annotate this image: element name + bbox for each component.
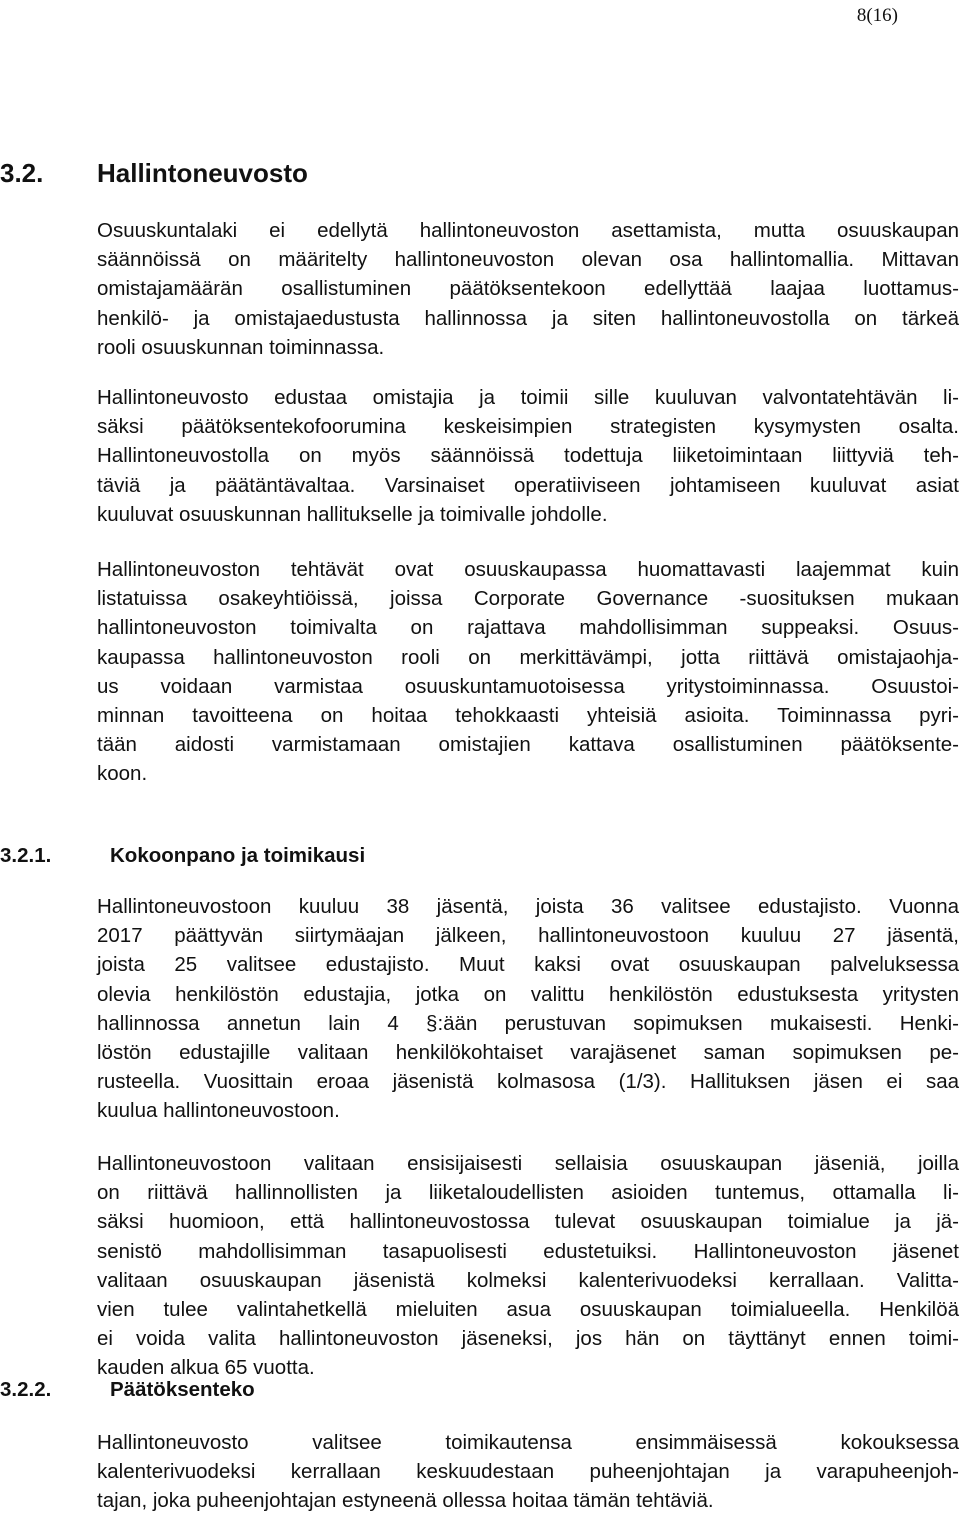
paragraph: [97, 555, 959, 789]
text-line: henkilö- ja omistajaedustusta hallinnossa ja siten hallintoneuvostolla on tärkeä: [97, 306, 959, 330]
paragraph: [97, 1428, 959, 1516]
text-line: listatuissa osakeyhtiöissä, joissa Corporate Governance -suosituksen mukaan: [97, 587, 959, 611]
text-line: Osuuskuntalaki ei edellytä hallintoneuvoston asettamista, mutta osuuskaupan: [97, 219, 959, 242]
text-line: koon.: [97, 762, 148, 786]
text-line: on riittävä hallinnollisten ja liiketaloudellisten asioiden tuntemus, ottamalla li-: [97, 1181, 959, 1205]
text-line: omistajamäärän osallistuminen päätöksentekoon edellyttää laajaa luottamus-: [97, 277, 959, 301]
text-line: valitaan osuuskaupan jäsenistä kolmeksi kalenterivuodeksi kerrallaan. Valitta-: [97, 1268, 959, 1292]
page-number: 8(16): [856, 5, 898, 26]
text-line: rooli osuuskunnan toiminnassa.: [97, 335, 385, 359]
text-line: vien tulee valintahetkellä mieluiten asua osuuskaupan toimialueella. Henkilöä: [97, 1297, 959, 1321]
text-line: kaupassa hallintoneuvoston rooli on merkittävämpi, jotta riittävä omistajaohja-: [97, 645, 959, 669]
text-line: säännöissä on määritelty hallintoneuvoston olevan osa hallintomallia. Mittavan: [97, 248, 959, 272]
text-line: Hallintoneuvostoon valitaan ensisijaisesti sellaisia osuuskaupan jäseniä, joilla: [97, 1152, 959, 1175]
section-title: Hallintoneuvosto: [97, 158, 308, 188]
text-line: Hallintoneuvostoon kuuluu 38 jäsentä, joista 36 valitsee edustajisto. Vuonna: [97, 895, 959, 918]
text-line: olevia henkilöstön edustajia, jotka on valittu henkilöstön edustuksesta yritysten: [97, 982, 959, 1006]
text-line: kuuluvat osuuskunnan hallitukselle ja toimivalle johdolle.: [97, 502, 608, 526]
text-line: kauden alkua 65 vuotta.: [97, 1356, 315, 1380]
text-line: rusteella. Vuosittain eroaa jäsenistä kolmasosa (1/3). Hallituksen jäsen ei saa: [97, 1070, 959, 1094]
text-line: kuulua hallintoneuvostoon.: [97, 1099, 340, 1123]
paragraph: [97, 383, 959, 529]
text-line: säksi huomioon, että hallintoneuvostossa tulevat osuuskaupan toimialue ja jä-: [97, 1210, 959, 1234]
text-line: tään aidosti varmistamaan omistajien kattava osallistuminen päätöksente-: [97, 733, 959, 757]
paragraph: [97, 216, 959, 362]
text-line: hallintoneuvoston toimivalta on rajattava mahdollisimman suppeaksi. Osuus-: [97, 616, 959, 640]
text-line: kalenterivuodeksi kerrallaan keskuudestaan puheenjohtajan ja varapuheenjoh-: [97, 1460, 959, 1484]
text-line: Hallintoneuvosto edustaa omistajia ja toimii sille kuuluvan valvontatehtävän li-: [97, 386, 959, 409]
text-line: löstön edustajille valitaan henkilökohtaiset varajäsenet saman sopimuksen pe-: [97, 1040, 959, 1064]
paragraph: [97, 1149, 959, 1383]
text-line: 2017 päättyvän siirtymäajan jälkeen, hallintoneuvostoon kuuluu 27 jäsentä,: [97, 924, 959, 948]
text-line: täviä ja päätäntävaltaa. Varsinaiset operatiiviseen johtamiseen kuuluvat asiat: [97, 473, 959, 497]
text-line: joista 25 valitsee edustajisto. Muut kaksi ovat osuuskaupan palveluksessa: [97, 953, 959, 977]
text-line: ei voida valita hallintoneuvoston jäseneksi, jos hän on täyttänyt ennen toimi-: [97, 1327, 959, 1351]
text-line: säksi päätöksentekofoorumina keskeisimpien strategisten kysymysten osalta.: [97, 415, 959, 439]
text-line: senistö mahdollisimman tasapuolisesti edustetuiksi. Hallintoneuvoston jäsenet: [97, 1239, 959, 1263]
subsection-number: 3.2.2.: [0, 1378, 52, 1401]
text-line: tajan, joka puheenjohtajan estyneenä ollessa hoitaa tämän tehtäviä.: [97, 1489, 714, 1513]
text-line: Hallintoneuvosto valitsee toimikautensa ensimmäisessä kokouksessa: [97, 1431, 959, 1454]
text-line: us voidaan varmistaa osuuskuntamuotoisessa yritystoiminnassa. Osuustoi-: [97, 674, 959, 698]
subsection-title: Kokoonpano ja toimikausi: [110, 844, 366, 867]
paragraph: [97, 892, 959, 1126]
text-line: Hallintoneuvoston tehtävät ovat osuuskaupassa huomattavasti laajemmat kuin: [97, 558, 959, 581]
section-number: 3.2.: [0, 158, 44, 188]
subsection-title: Päätöksenteko: [110, 1378, 255, 1401]
text-line: Hallintoneuvostolla on myös säännöissä todettuja liiketoimintaan liittyviä teh-: [97, 444, 959, 468]
subsection-number: 3.2.1.: [0, 844, 52, 867]
text-line: minnan tavoitteena on hoitaa tehokkaasti yhteisiä asioita. Toiminnassa pyri-: [97, 703, 959, 727]
text-line: hallinnossa annetun lain 4 §:ään perustuvan sopimuksen mukaisesti. Henki-: [97, 1011, 959, 1035]
